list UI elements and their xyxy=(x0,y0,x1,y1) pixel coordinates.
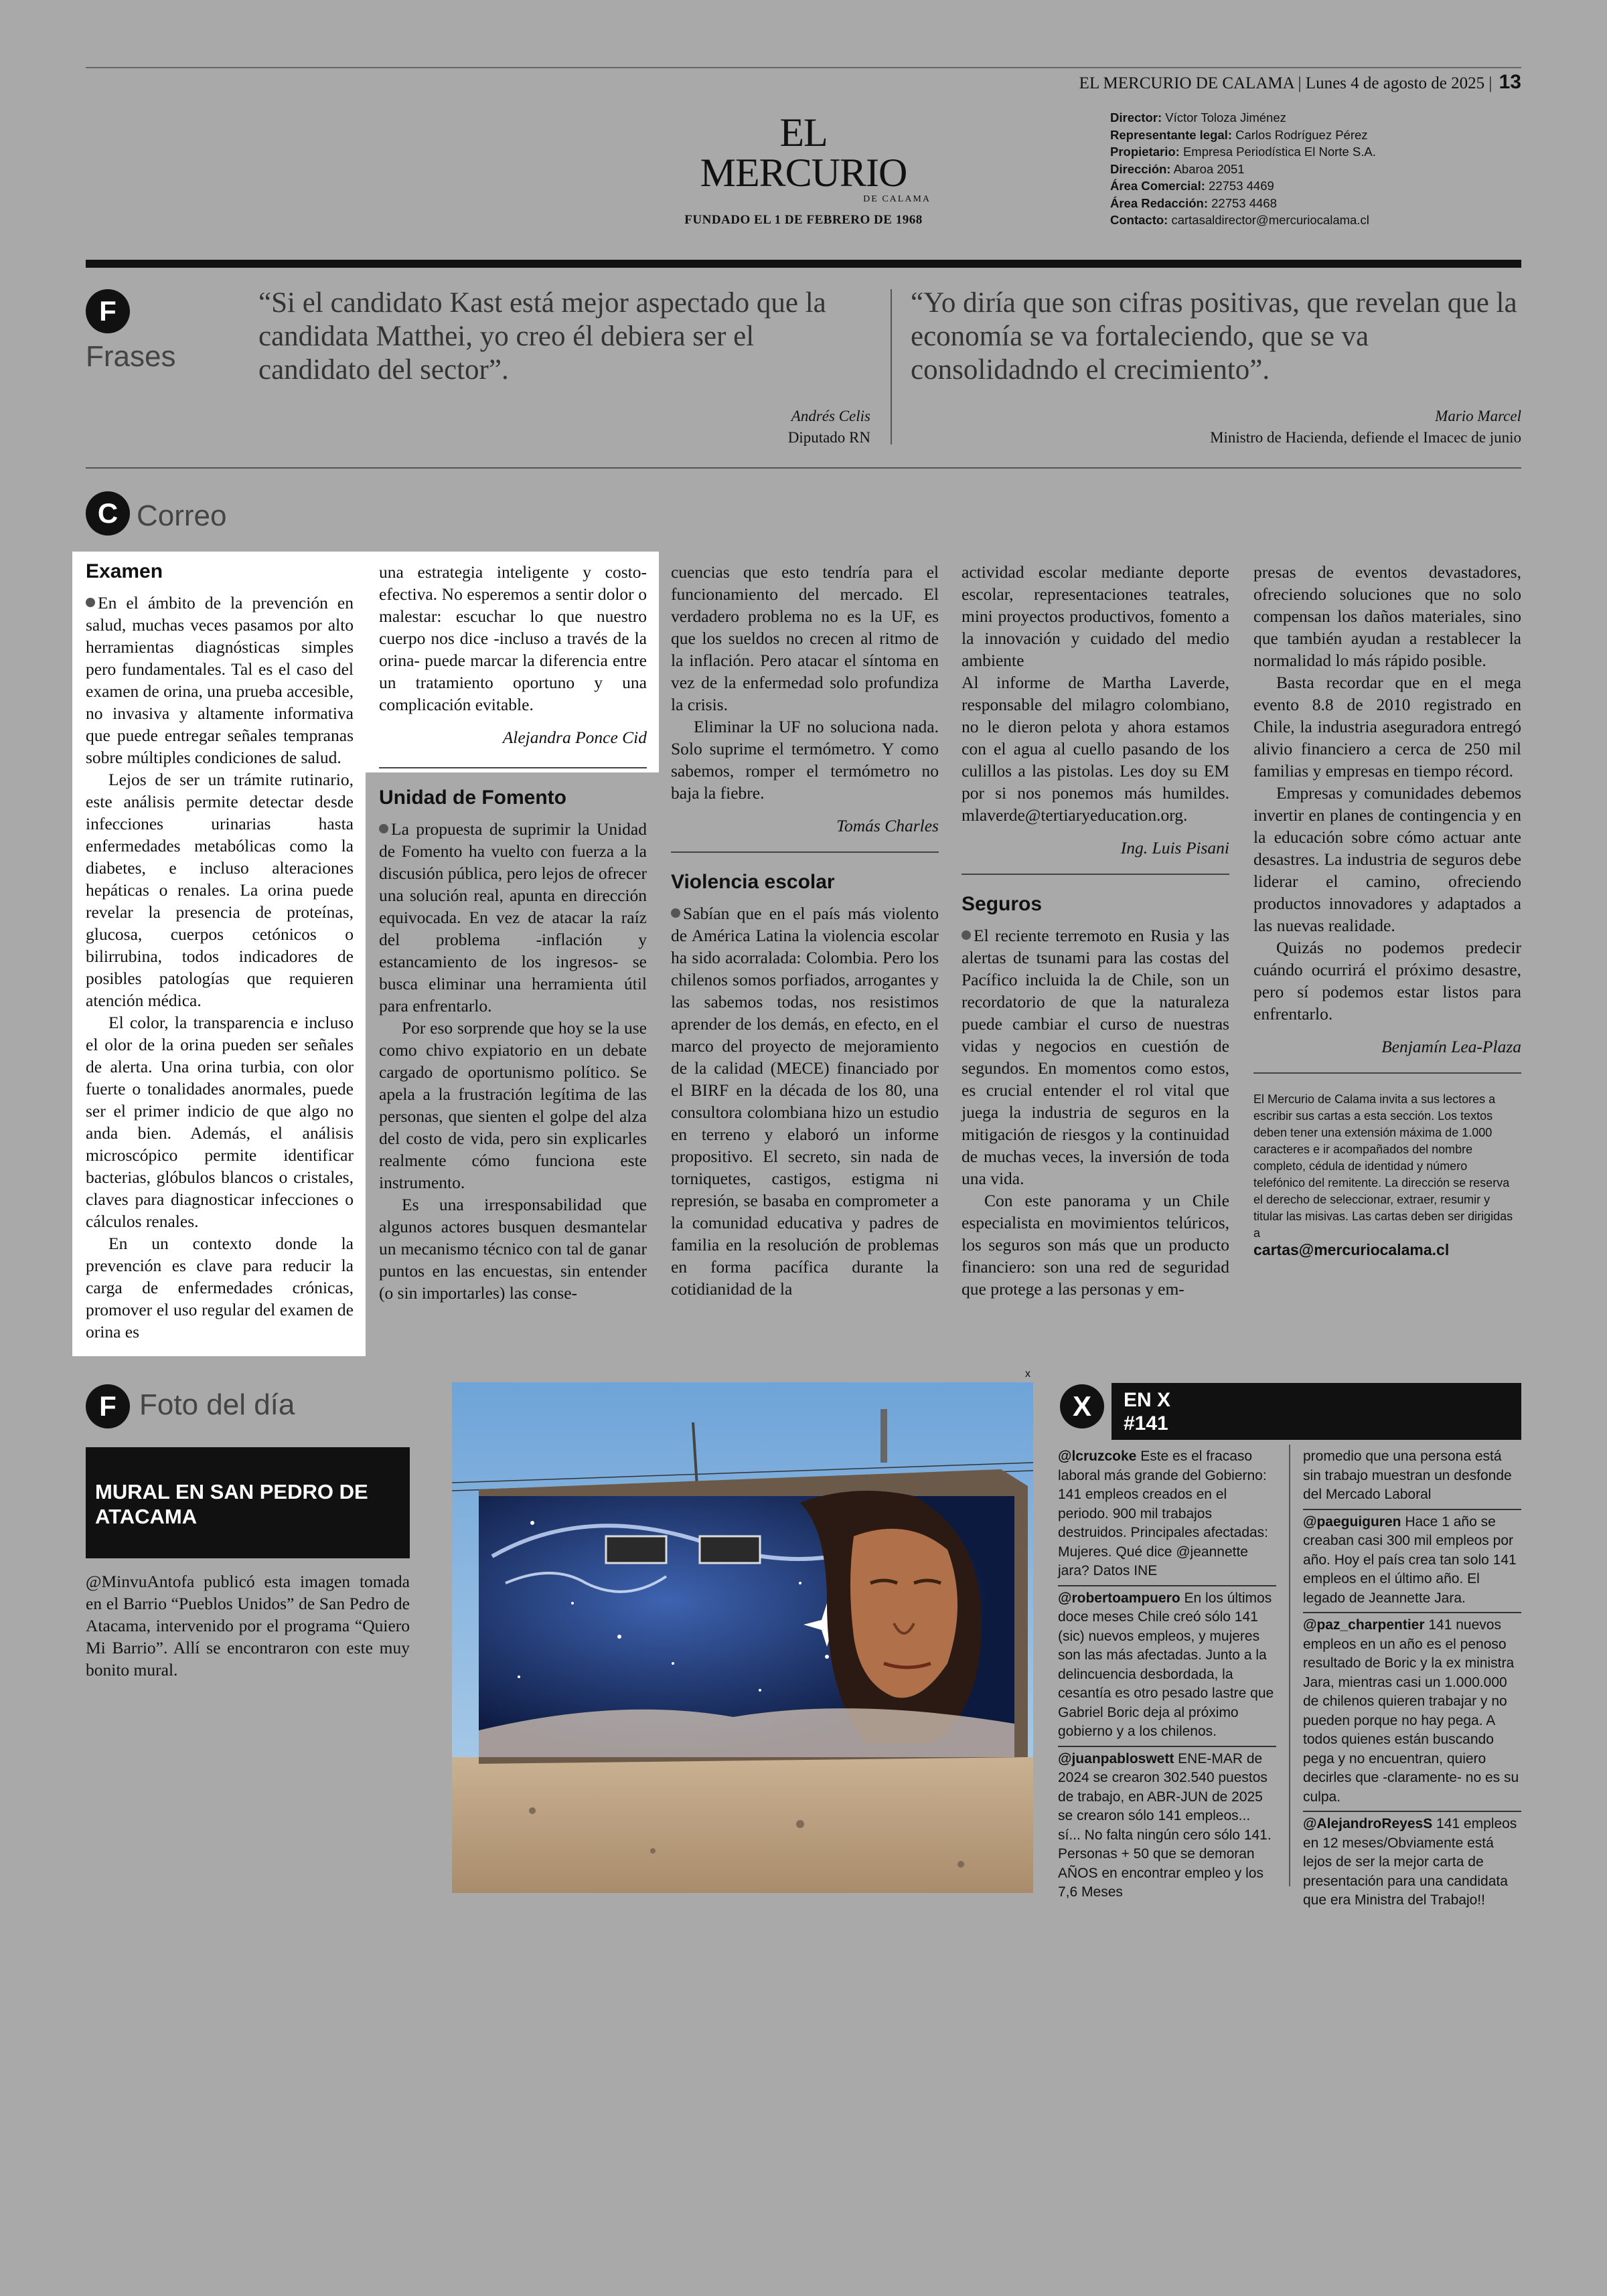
bullet-icon xyxy=(962,930,971,940)
photo-caption: @MinvuAntofa publicó esta imagen tomada en el Barrio “Pueblos Unidos” de San Pedro de Atacama, intervenido por el programa “Quiero Mi Barrio”. Allí se encontraron con este muy bonito mural. xyxy=(86,1572,410,1679)
letter-paragraph: El reciente terremoto en Rusia y las alertas de tsunami para las costas del Pacífico incluida la de Chile, son un recordatorio de que la naturaleza puede cambiar el curso de nuestras vidas y negocios en cuestión de segundos. En momentos como estos, es crucial entender el rol vital que juega la industria de seguros en la mitigación de riesgos y la continuidad de muchas veces, la inversión de toda una vida. xyxy=(962,926,1229,1188)
letter-paragraph: Lejos de ser un trámite rutinario, este análisis permite detectar desde infecciones urinarias hasta enfermedades metabólicas como la diabetes, e incluso alteraciones hepáticas o renales. La orina puede revelar la presencia de proteínas, glucosa, cuerpos cetónicos o bilirrubina, todos indicadores de posibles patologías que requieren atención médica. xyxy=(86,770,354,1010)
x-hashtag: #141 xyxy=(1124,1412,1168,1434)
letter-paragraph: En el ámbito de la prevención en salud, muchas veces pasamos por alto herramientas diagnósticas simples pero fundamentales. Tal es el caso del examen de orina, una prueba accesible, no invasiva y altamente informativa que puede entregar señales tempranas sobre múltiples condiciones de salud. xyxy=(86,593,354,767)
masthead-row: Representante legal: Carlos Rodríguez Pérez xyxy=(1110,127,1368,142)
x-post: @paeguiguren Hace 1 año se creaban casi 300 mil empleos por año. Hoy el país crea tan solo 141 empleos en el último año. El legado de Jeannette Jara. xyxy=(1303,1510,1521,1614)
letter-paragraph: Al informe de Martha Laverde, responsable del milagro colombiano, no le dieron pelota y ahora estamos con el agua al cuello pasando de los culillos a las pistolas. Les doy su EM por si nos ponemos más humildes. mlaverde@tertiaryeducation.org. xyxy=(962,673,1229,825)
photo-title: MURAL EN SAN PEDRO DE ATACAMA xyxy=(95,1480,368,1528)
masthead-row: Propietario: Empresa Periodística El Norte S.A. xyxy=(1110,145,1376,159)
masthead-row: Área Comercial: 22753 4469 xyxy=(1110,179,1274,193)
foto-section-label: Foto del día xyxy=(139,1388,295,1421)
letter-signature: Tomás Charles xyxy=(836,816,939,835)
letter-paragraph: La propuesta de suprimir la Unidad de Fomento ha vuelto con fuerza a la discusión pública, pero lejos de ofrecer una solución real, apunta en dirección equivocada. En vez de atacar la raíz del problema -inflación y estancamiento de los ingresos- se busca eliminar una herramienta útil para enfrentarlo. xyxy=(379,819,647,1015)
letter-paragraph: actividad escolar mediante deporte escolar, representaciones teatrales, mini proyectos productivos, fomento a la innovación y cuidado del medio ambiente xyxy=(962,562,1229,670)
frases-badge-icon: F xyxy=(86,289,130,333)
letter-paragraph: El color, la transparencia e incluso el olor de la orina pueden ser señales de alerta. Una orina turbia, con olor fuerte o tonalidades anormales, puede ser el primer indicio de que algo no anda bien. Además, el análisis microscópico permite identificar bacterias, glóbulos blancos o cristales, claves para diagnosticar infecciones o cálculos renales. xyxy=(86,1013,354,1231)
x-column-divider xyxy=(1289,1445,1290,1886)
letter-signature: Ing. Luis Pisani xyxy=(1120,838,1229,857)
header-thick-rule xyxy=(86,260,1521,268)
x-post: @paz_charpentier 141 nuevos empleos en un año es el penoso resultado de Boric y la ex ministra Jara, mientras casi un 1.000.000 de chilenos quieren trabajar y no pueden porque no hay pega. A todos quienes están buscando pega y no encuentran, quiero decirles que -claramente- no es su culpa. xyxy=(1303,1613,1521,1812)
letter-column xyxy=(962,561,1229,1300)
masthead-row: Dirección: Abaroa 2051 xyxy=(1110,161,1245,176)
letter-paragraph: cuencias que esto tendría para el funcionamiento del mercado. El verdadero problema no es la UF, es que los sueldos no crecen al ritmo de la inflación. Pero atacar el síntoma en vez de la enfermedad solo profundiza la crisis. xyxy=(671,562,939,714)
quote-author: Mario Marcel xyxy=(1435,408,1521,424)
masthead-row: Director: Víctor Toloza Jiménez xyxy=(1110,110,1286,125)
letter-paragraph: Quizás no podemos predecir cuándo ocurrirá el próximo desastre, pero sí podemos estar listos para enfrentarlo. xyxy=(1253,938,1521,1023)
bullet-icon xyxy=(671,908,680,918)
letter-divider xyxy=(379,767,647,768)
mural-illustration xyxy=(452,1382,1033,1893)
letter-paragraph: Por eso sorprende que hoy se la use como chivo expiatorio en un debate cargado de oportunismo político. Se apela a la frustración legítima de las personas, que sienten el golpe del alza del costo de vida, pero sin explicarles realmente cómo funciona este instrumento. xyxy=(379,1018,647,1192)
contact-email[interactable]: cartasaldirector@mercuriocalama.cl xyxy=(1171,213,1369,227)
x-post: @AlejandroReyesS 141 empleos en 12 meses/Obviamente está lejos de ser la mejor carta de presentación para una candidata que era Ministra del Trabajo!! xyxy=(1303,1816,1517,1908)
letter-signature: Alejandra Ponce Cid xyxy=(502,728,647,747)
x-handle[interactable]: @paz_charpentier xyxy=(1303,1617,1425,1633)
letter-paragraph: Basta recordar que en el mega evento 8.8 de 2010 registrado en Chile, la industria aseguradora entregó alivio financiero a cerca de 250 mil familias y empresas en tiempo récord. xyxy=(1253,673,1521,781)
quote-text: “Si el candidato Kast está mejor aspectado que la candidata Matthei, yo creo él debiera ser el candidato del sector”. xyxy=(258,287,826,386)
foto-badge-icon: F xyxy=(86,1384,130,1428)
letter-column xyxy=(86,560,354,1343)
newspaper-logo xyxy=(676,112,931,228)
x-handle[interactable]: @robertoampuero xyxy=(1058,1590,1180,1606)
x-section-title: EN X xyxy=(1124,1389,1171,1411)
x-section-header xyxy=(1112,1383,1521,1440)
quote-role: Diputado RN xyxy=(787,429,870,446)
logo-name: EL MERCURIO xyxy=(700,110,907,195)
letter-paragraph: Sabían que en el país más violento de América Latina la violencia escolar ha sido acorralada: Colombia. Pero los chilenos somos porfiados, arrogantes y las sabemos todas, nos resistimos aprender de los demás, en efecto, en el marco del proyecto de mejoramiento de la calidad (MECE) financiado por el BIRF en la década de los 80, una consultora colombiana hizo un estudio en terreno y elaboró un informe propositivo. El secreto, sin nada de torniquetes, castigos, estigma ni represión, se basaba en comprometer a la comunidad educativa y padres de familia en la resolución de problemas en forma pacífica durante la cotidianidad de la xyxy=(671,904,939,1299)
masthead-row: Área Redacción: 22753 4468 xyxy=(1110,195,1277,210)
letter-paragraph: Con este panorama y un Chile especialista en movimientos telúricos, los seguros son más que un producto financiero: son una red de seguridad que protege a las personas y em- xyxy=(962,1191,1229,1299)
quote-divider xyxy=(891,289,892,444)
letter-column xyxy=(379,561,647,1304)
letter-paragraph: Empresas y comunidades debemos invertir en planes de contingencia y en la educación sobre cómo actuar ante desastres. La industria de seguros debe liderar el camino, ofreciendo productos innovadores y adaptados a las nuevas realidade. xyxy=(1253,783,1521,935)
quote-role: Ministro de Hacienda, defiende el Imacec de junio xyxy=(1210,429,1521,446)
masthead-row: Contacto: cartasaldirector@mercuriocalama.cl xyxy=(1110,213,1369,227)
letter-divider xyxy=(962,874,1229,875)
quote-attribution xyxy=(1071,406,1521,448)
letter-paragraph: En un contexto donde la prevención es clave para reducir la carga de enfermedades crónicas, promover el uso regular del examen de orina es xyxy=(86,1234,354,1341)
letter-title: Unidad de Fomento xyxy=(379,787,566,809)
letter-paragraph: Es una irresponsabilidad que algunos actores busquen desmantelar un mecanismo técnico con tal de ganar puntos en las encuestas, sin entender (o sin importarles) las conse- xyxy=(379,1195,647,1303)
x-post: @juanpabloswett ENE-MAR de 2024 se crearon 302.540 puestos de trabajo, en ABR-JUN de 2025 se crearon sólo 141 empleos... sí... No falta ningún cero sólo 141. Personas + 50 que se demoran AÑOS en encontrar empleo y los 7,6 Meses xyxy=(1058,1750,1272,1900)
quote-text: “Yo diría que son cifras positivas, que revelan que la economía se va fortaleciendo, que se va consolidadndo el crecimiento”. xyxy=(911,287,1517,386)
founded-line: FUNDADO EL 1 DE FEBRERO DE 1968 xyxy=(684,213,923,227)
running-header: EL MERCURIO DE CALAMA | Lunes 4 de agosto de 2025 | 13 xyxy=(1079,71,1521,93)
x-badge-icon: X xyxy=(1060,1384,1104,1428)
x-handle[interactable]: @AlejandroReyesS xyxy=(1303,1816,1433,1831)
letter-signature: Benjamín Lea-Plaza xyxy=(1381,1037,1521,1056)
x-post: @lcruzcoke Este es el fracaso laboral más grande del Gobierno: 141 empleos creados en el periodo. 900 mil trabajos destruidos. Principales afectadas: Mujeres. Qué dice @jeannette jara? Datos INE xyxy=(1058,1445,1276,1586)
letter-paragraph: Eliminar la UF no soluciona nada. Solo suprime el termómetro. Y como sabemos, romper el termómetro no baja la fiebre. xyxy=(671,717,939,803)
masthead-credits xyxy=(1110,109,1376,229)
issue-date: Lunes 4 de agosto de 2025 xyxy=(1305,74,1485,92)
close-icon[interactable]: x xyxy=(1025,1368,1030,1380)
x-handle[interactable]: @lcruzcoke xyxy=(1058,1449,1137,1464)
letter-title: Seguros xyxy=(962,893,1043,915)
letters-invitation: El Mercurio de Calama invita a sus lectores a escribir sus cartas a esta sección. Los textos deben tener una extensión máxima de 1.000 caracteres e ir acompañados del nombre completo, cédula de identidad y número telefónico del remitente. La dirección se reserva el derecho de seleccionar, extraer, resumir y titular las misivas. Las cartas deben ser dirigidas a cartas@mercuriocalama.cl xyxy=(1253,1091,1521,1258)
letter-title: Violencia escolar xyxy=(671,871,835,893)
mural-photo xyxy=(452,1382,1033,1893)
letter-column xyxy=(1253,561,1521,1258)
x-posts-column xyxy=(1303,1445,1521,1914)
x-handle[interactable]: @juanpabloswett xyxy=(1058,1750,1174,1767)
x-handle[interactable]: @paeguiguren xyxy=(1303,1513,1401,1530)
frases-section-label: Frases xyxy=(86,340,176,373)
letter-column xyxy=(671,561,939,1300)
letter-paragraph: presas de eventos devastadores, ofreciendo soluciones que no solo compensan los daños materiales, sino que también ayudan a restablecer la normalidad lo más rápido posible. xyxy=(1253,562,1521,670)
quote-author: Andrés Celis xyxy=(791,408,870,424)
section-rule xyxy=(86,467,1521,469)
page-number: 13 xyxy=(1499,71,1521,93)
letter-paragraph: una estrategia inteligente y costo-efectiva. No esperemos a sentir dolor o malestar: escuchar lo que nuestro cuerpo nos dice -incluso a través de la orina- puede marcar la diferencia entre un tratamiento oportuno y una complicación evitable. xyxy=(379,562,647,714)
photo-title-box xyxy=(86,1447,410,1558)
x-post: promedio que una persona está sin trabajo muestran un desfonde del Mercado Laboral xyxy=(1303,1445,1521,1510)
x-post: @robertoampuero En los últimos doce meses Chile creó sólo 141 (sic) nuevos empleos, y mujeres son las más afectadas. Junto a la delincuencia desbordada, la cesantía es otro pesado lastre que Gabriel Boric deja al próximo gobierno y a los chilenos. xyxy=(1058,1586,1276,1747)
paper-name: EL MERCURIO DE CALAMA xyxy=(1079,74,1294,92)
logo-subtitle: DE CALAMA xyxy=(863,194,931,204)
bullet-icon xyxy=(379,824,388,833)
letter-divider xyxy=(1253,1072,1521,1074)
x-posts-column xyxy=(1058,1445,1276,1906)
bullet-icon xyxy=(86,598,95,607)
letter-title: Examen xyxy=(86,560,163,582)
letters-email[interactable]: cartas@mercuriocalama.cl xyxy=(1253,1241,1450,1258)
correo-section-label: Correo xyxy=(137,499,227,532)
quote-attribution xyxy=(603,406,870,448)
correo-badge-icon: C xyxy=(86,491,130,536)
letter-divider xyxy=(671,851,939,853)
top-rule xyxy=(86,67,1521,68)
